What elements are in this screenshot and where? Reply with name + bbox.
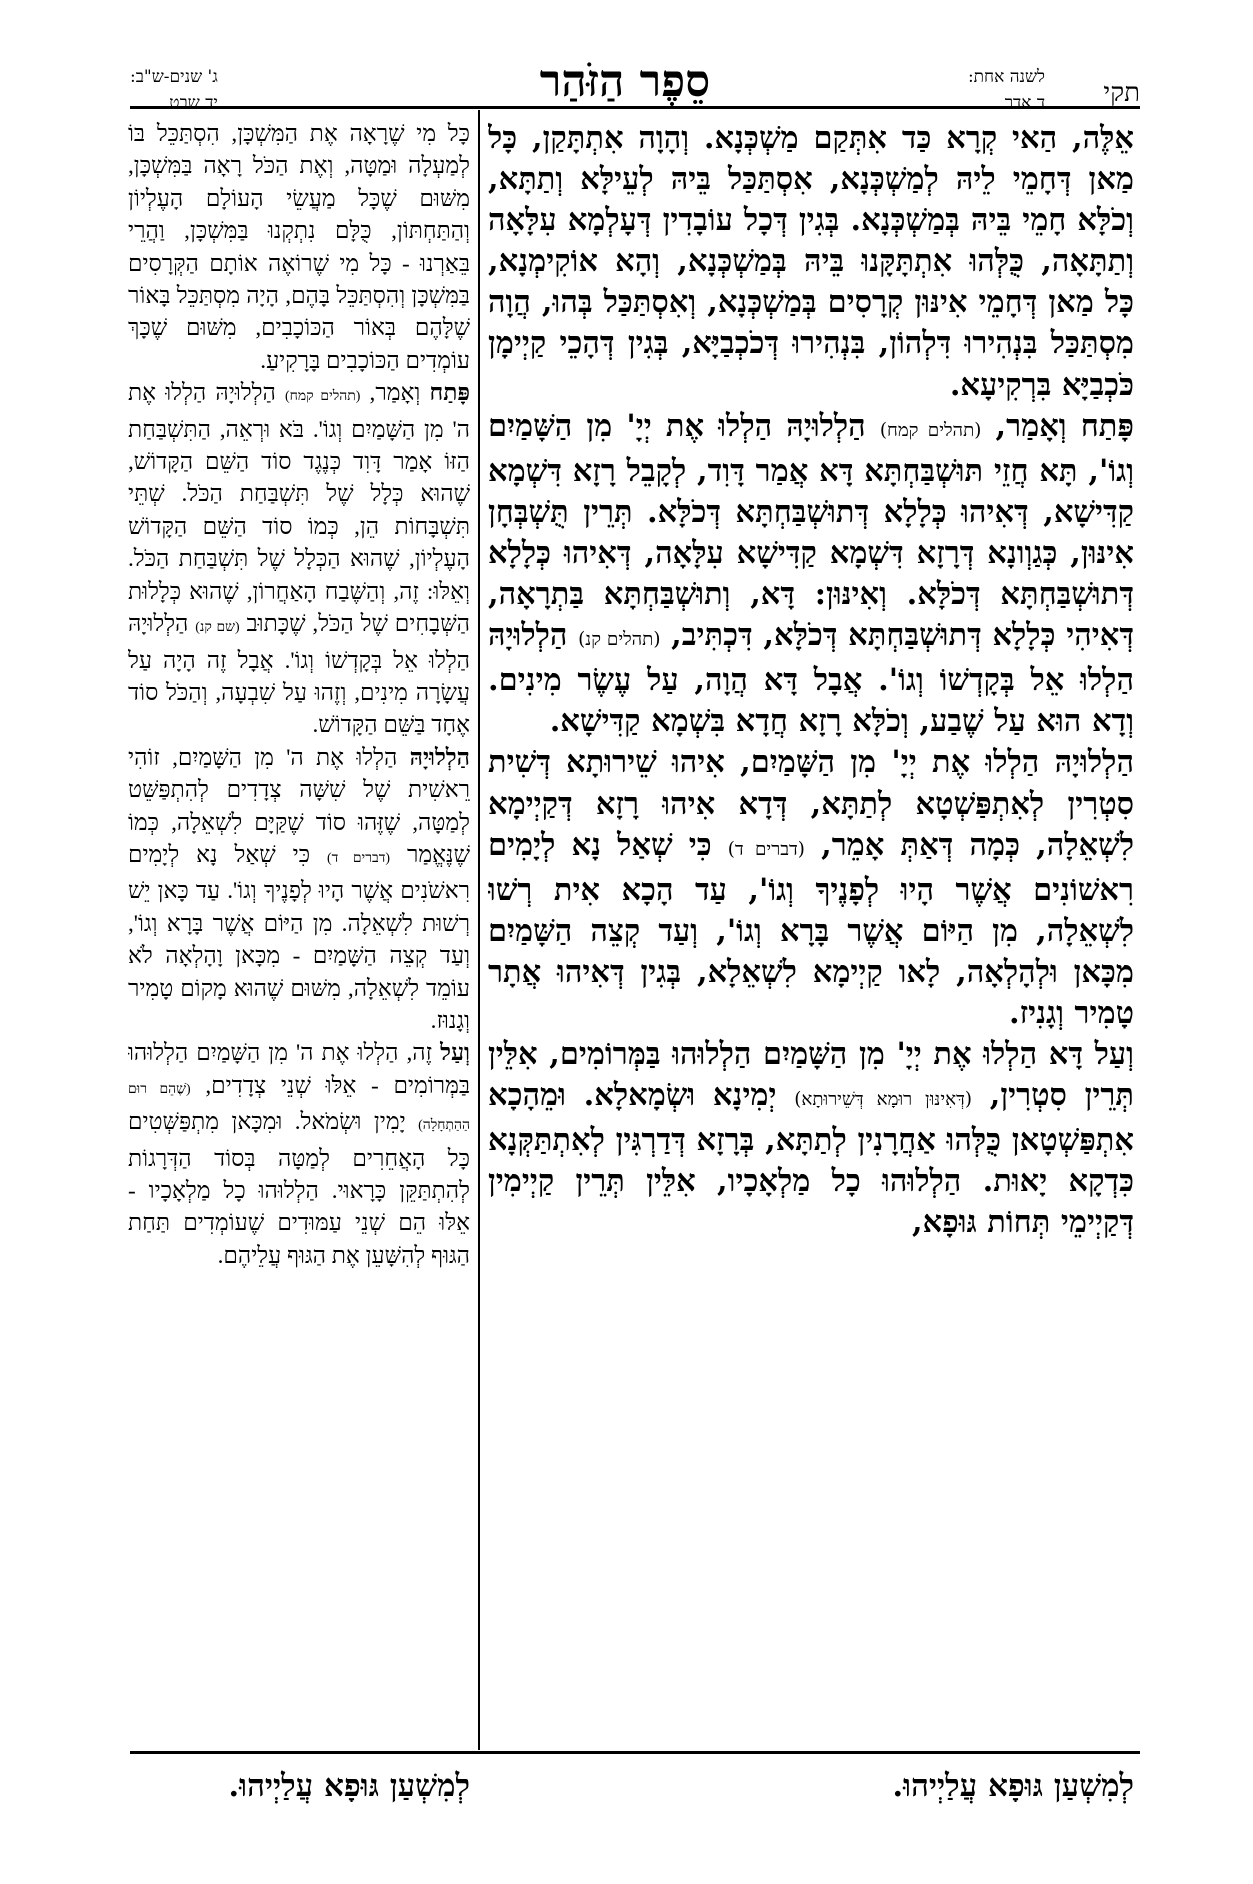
side-paragraph-4 [128,1037,470,1272]
side-paragraph-1: כָּל מִי שֶׁרָאָה אֶת הַמִּשְׁכָּן, הִסְתַּכֵּל בּוֹ לְמַעְלָה וּמַטָּה, וְאֶת הַכֹּל רָאָה בַּמִּשְׁכָּן, מִשּׁוּם שֶׁכָּל מַעֲשֵׂי הָעוֹלָם הָעֶלְיוֹן וְהַתַּחְתּוֹן, כֻּלָּם נִתְקְנוּ בַּמִּשְׁכָּן, וַהֲרֵי בֵּאַרְנוּ - כָּל מִי שֶׁרוֹאֶה אוֹתָם הַקְּרָסִים בַּמִּשְׁכָּן וְהִסְתַּכֵּל בָּהֶם, הָיָה מִסְתַּכֵּל בָּאוֹר שֶׁלָּהֶם בְּאוֹר הַכּוֹכָבִים, מִשּׁוּם שֶׁכָּךְ עוֹמְדִים הַכּוֹכָבִים בָּרָקִיעַ. [128,121,470,374]
page-header [110,56,1140,113]
aramaic-text-column [488,118,1134,1748]
catchword-main [488,1756,1134,1816]
main-paragraph-2-text-a: וְאָמַר, [981,407,1081,444]
side-paragraph-2-text-b: הַלְלוּיָהּ הַלְלוּ אֶת ה' מִן הַשָּׁמַיִם וְגוֹ'. בֹּא וּרְאֵה, הַתִּשְׁבַּחַת הַזּוֹ אָמַר דָּוִד כְּנֶגֶד סוֹד הַשֵּׁם הַקָּדוֹשׁ, שֶׁהוּא כְּלָל שֶׁל תִּשְׁבַּחַת הַכֹּל. שְׁתֵּי תִּשְׁבָּחוֹת הֵן, כְּמוֹ סוֹד הַשֵּׁם הַקָּדוֹשׁ הָעֶלְיוֹן, שֶׁהוּא הַכְּלָל שֶׁל תִּשְׁבַּחַת הַכֹּל. וְאֵלּוּ: זֶה, וְהַשֶּׁבַח הָאַחֲרוֹן, שֶׁהוּא כְּלָלוּת הַשְּׁבָחִים שֶׁל הַכֹּל, שֶׁכָּתוּב [128,380,470,638]
main-paragraph-3-text-b: כִּי שְׁאַל נָא לְיָמִים רִאשׁוֹנִים אֲשֶׁר הָיוּ לְפָנֶיךָ וְגוֹ', עַד הָכָא אִית רְשׁוּ לִשְׁאֵלָה, מִן הַיּוֹם אֲשֶׁר בָּרָא וְגוֹ', וְעַד קְצֵה הַשָּׁמַיִם מִכָּאן וּלְהָלְאָה, לָאו קַיְימָא לִשְׁאֵלָא, בְּגִין דְּאִיהוּ אֲתָר טָמִיר וְגָנִיז. [488,826,1134,1031]
header-rule [130,106,1140,109]
column-divider [478,110,480,1750]
main-paragraph-3-citation: (דברים ד) [727,838,805,860]
footer-rule [130,1751,1140,1754]
catchword-main-text: לְמִשְׁעַן גּוּפָא עֲלַיְיהוּ. [892,1768,1134,1804]
catchword-side [128,1756,470,1816]
side-paragraph-2-text-c: הַלְלוּיָהּ הַלְלוּ אֵל בְּקָדְשׁוֹ וְגוֹ'. אֲבָל זֶה הָיָה עַל עֲשָׂרָה מִינִים, וְזֶהוּ עַל שִׁבְעָה, וְהַכֹּל סוֹד אֶחָד בַּשֵּׁם הַקָּדוֹשׁ. [128,611,470,739]
main-paragraph-2-citation-2: (תהלים קנ) [578,629,661,651]
main-paragraph-4-text-a: דָּא הַלְלוּ אֶת יְיָ' מִן הַשָּׁמַיִם הַלְלוּהוּ בַּמְּרוֹמִים, אִלֵּין תְּרֵין סִטְרִין, [488,1036,1134,1114]
book-title: סֵפֶר הַזֹּהַר [539,56,711,107]
main-paragraph-3-opener: הַלְלוּיָהּ [1054,744,1134,781]
side-paragraph-4-text-a: זֶה, הַלְלוּ אֶת ה' מִן הַשָּׁמַיִם הַלְלוּהוּ בַּמְּרוֹמִים - אֵלּוּ שְׁנֵי צְדָדִים, [128,1040,470,1099]
main-paragraph-2-text-b: הַלְלוּיָהּ הַלְלוּ אֶת יְיָ' מִן הַשָּׁמַיִם וְגוֹ', תָּא חֲזֵי תּוּשְׁבַּחְתָּא דָּא אֲמַר דָּוִד, לְקָבֵל רָזָא דִּשְׁמָא קַדִּישָׁא, דְּאִיהוּ כְּלָלָא דְּתוּשְׁבַּחְתָּא דְּכֹלָּא. תְּרֵין תֻּשְׁבְּחָן אִינּוּן, כְּגַוְונָא דְּרָזָא דִּשְׁמָא קַדִּישָׁא עִלָּאָה, דְּאִיהוּ כְּלָלָא דְּתוּשְׁבַּחְתָּא דְּכֹלָּא. וְאִינּוּן: דָּא, וְתוּשְׁבַּחְתָּא בַּתְרָאָה, דְּאִיהִי כְּלָלָא דְּתוּשְׁבַּחְתָּא דְּכֹלָּא, דִּכְתִּיב, [488,407,1134,654]
main-paragraph-2-opener: פָּתַח [1080,407,1134,444]
main-paragraph-4-text-b: יְמִינָא וּשְׂמָאלָא. וּמֵהָכָא אִתְפַּשְׁטָאן כֻּלְּהוּ אַחֲרָנִין לְתַתָּא, בְּרָזָא דְּדַרְגִּין לְאִתְתַּקְּנָא כִּדְקָא יָאוּת. הַלְלוּהוּ כָל מַלְאָכָיו, אִלֵּין תְּרֵין קַיְימִין דְּקַיְימֵי תְּחוֹת גּוּפָא, [488,1077,1134,1241]
main-paragraph-3 [488,742,1134,1034]
side-paragraph-2-citation-2: (שם קנ) [195,620,240,636]
schedule-one-year-label: לשנה אחת: [967,67,1045,87]
main-paragraph-2 [488,406,1134,743]
main-paragraph-1: אֵלֶּה, הַאי קְרָא כַּד אִתְּקַם מַשְׁכְּנָא. וְהָוָה אִתְתָּקַן, כָּל מַאן דְּחָמֵי לֵיהּ לְמַשְׁכְּנָא, אִסְתַּכַּל בֵּיהּ לְעֵילָּא וְתַתָּא, וְכֹלָּא חָמֵי בֵּיהּ בְּמַשְׁכְּנָא. בְּגִין דְּכָל עוֹבָדִין דְּעָלְמָא עִלָּאָה וְתַתָּאָה, כֻּלְּהוּ אִתְתָּקָּנוּ בֵּיהּ בְּמַשְׁכְּנָא, וְהָא אוֹקִימְנָא, כָּל מַאן דְּחָמֵי אִינּוּן קְרָסִים בְּמַשְׁכְּנָא, וְאִסְתַּכַּל בְּהוּ, הֲוָה מִסְתַּכַּל בִּנְהִירוּ דִּלְהוֹן, בִּנְהִירוּ דְּכֹכְבַיָּא, בְּגִין דְּהָכֵי קַיְימָן כֹּכְבַיָּא בִּרְקִיעָא. [488,120,1134,403]
main-paragraph-4 [488,1034,1134,1243]
side-paragraph-4-citation: (שֶׁהֵם רוּם הַהַתְחָלָה) [128,1081,470,1134]
hebrew-translation-column [128,118,470,1748]
schedule-three-years-label: ג' שנים-ש"ב: [130,67,218,87]
side-paragraph-4-text-b: יָמִין וּשְׂמֹאל. וּמִכָּאן מִתְפַּשְּׁטִים כָּל הָאֲחֵרִים לְמַטָּה בְּסוֹד הַדְּרָגוֹת לְהִתְתַּקֵּן כָּרָאוּי. הַלְלוּהוּ כָל מַלְאָכָיו - אֵלּוּ הֵם שְׁנֵי עַמּוּדִים שֶׁעוֹמְדִים תַּחַת הַגּוּף לְהִשָּׁעֵן אֶת הַגּוּף עֲלֵיהֶם. [128,1109,470,1269]
side-paragraph-3-text-a: הַלְלוּ אֶת ה' מִן הַשָּׁמַיִם, זוֹהִי רֵאשִׁית שֶׁל שִׁשָּׁה צְדָדִים לְהִתְפַּשֵּׁט לְמַטָּה, שֶׁזֶּהוּ סוֹד שֶׁקַּיָּם לִשְׁאֵלָה, כְּמוֹ שֶׁנֶּאֱמַר [128,744,470,868]
main-paragraph-4-citation: (דְּאִינּוּן רוּמָא דְּשֵׁירוּתָא) [794,1089,973,1111]
side-paragraph-3-opener: הַלְלוּיָהּ [409,744,470,771]
catchword-side-text: לְמִשְׁעַן גּוּפָא עֲלַיְיהוּ. [228,1768,470,1804]
side-paragraph-3-citation: (דברים ד) [326,850,391,866]
page-number-label: תקי [1103,78,1140,108]
side-paragraph-3 [128,742,470,1038]
main-paragraph-3-text-a: הַלְלוּ אֶת יְיָ' מִן הַשָּׁמַיִם, אִיהוּ שֵׁירוּתָא דְּשִׁית סִטְרִין לְאִתְפַּשְׁטָא לְתַתָּא, דְּדָא אִיהוּ רָזָא דְּקַיְימָא לִשְׁאֵלָה, כְּמָה דְּאַתְּ אָמֵר, [488,744,1134,863]
side-paragraph-2-opener: פָּתַח [429,380,470,407]
side-paragraph-2 [128,377,470,741]
side-paragraph-2-text-a: וְאָמַר, [360,380,430,407]
side-paragraph-3-text-b: כִּי שְׁאַל נָא לְיָמִים רִאשֹׁנִים אֲשֶׁר הָיוּ לְפָנֶיךָ וְגוֹ'. עַד כָּאן יֵשׁ רְשׁוּת לִשְׁאֵלָה. מִן הַיּוֹם אֲשֶׁר בָּרָא וְגוֹ', וְעַד קְצֵה הַשָּׁמַיִם - מִכָּאן וָהָלְאָה לֹא עוֹמֵד לִשְׁאֵלָה, מִשּׁוּם שֶׁהוּא מָקוֹם טָמִיר וְגָנוּז. [128,841,470,1034]
main-paragraph-2-text-c: הַלְלוּיָהּ הַלְלוּ אֵל בְּקָדְשׁוֹ וְגוֹ'. אֲבָל דָּא הֲוָה, עַל עֶשֶׂר מִינִים. וְדָא הוּא עַל שֶׁבַע, וְכֹלָּא רָזָא חֲדָא בִּשְׁמָא קַדִּישָׁא. [488,617,1134,740]
main-paragraph-2-citation: (תהלים קמח) [879,419,982,441]
schedule-one-year-date: ד אדר [1004,93,1045,113]
side-paragraph-4-opener: וְעַל [440,1040,470,1067]
schedule-three-years-date: יד שבט [169,93,218,113]
side-paragraph-2-citation: (תהלים קמח) [284,389,361,405]
main-paragraph-4-opener: וְעַל [1094,1036,1134,1073]
